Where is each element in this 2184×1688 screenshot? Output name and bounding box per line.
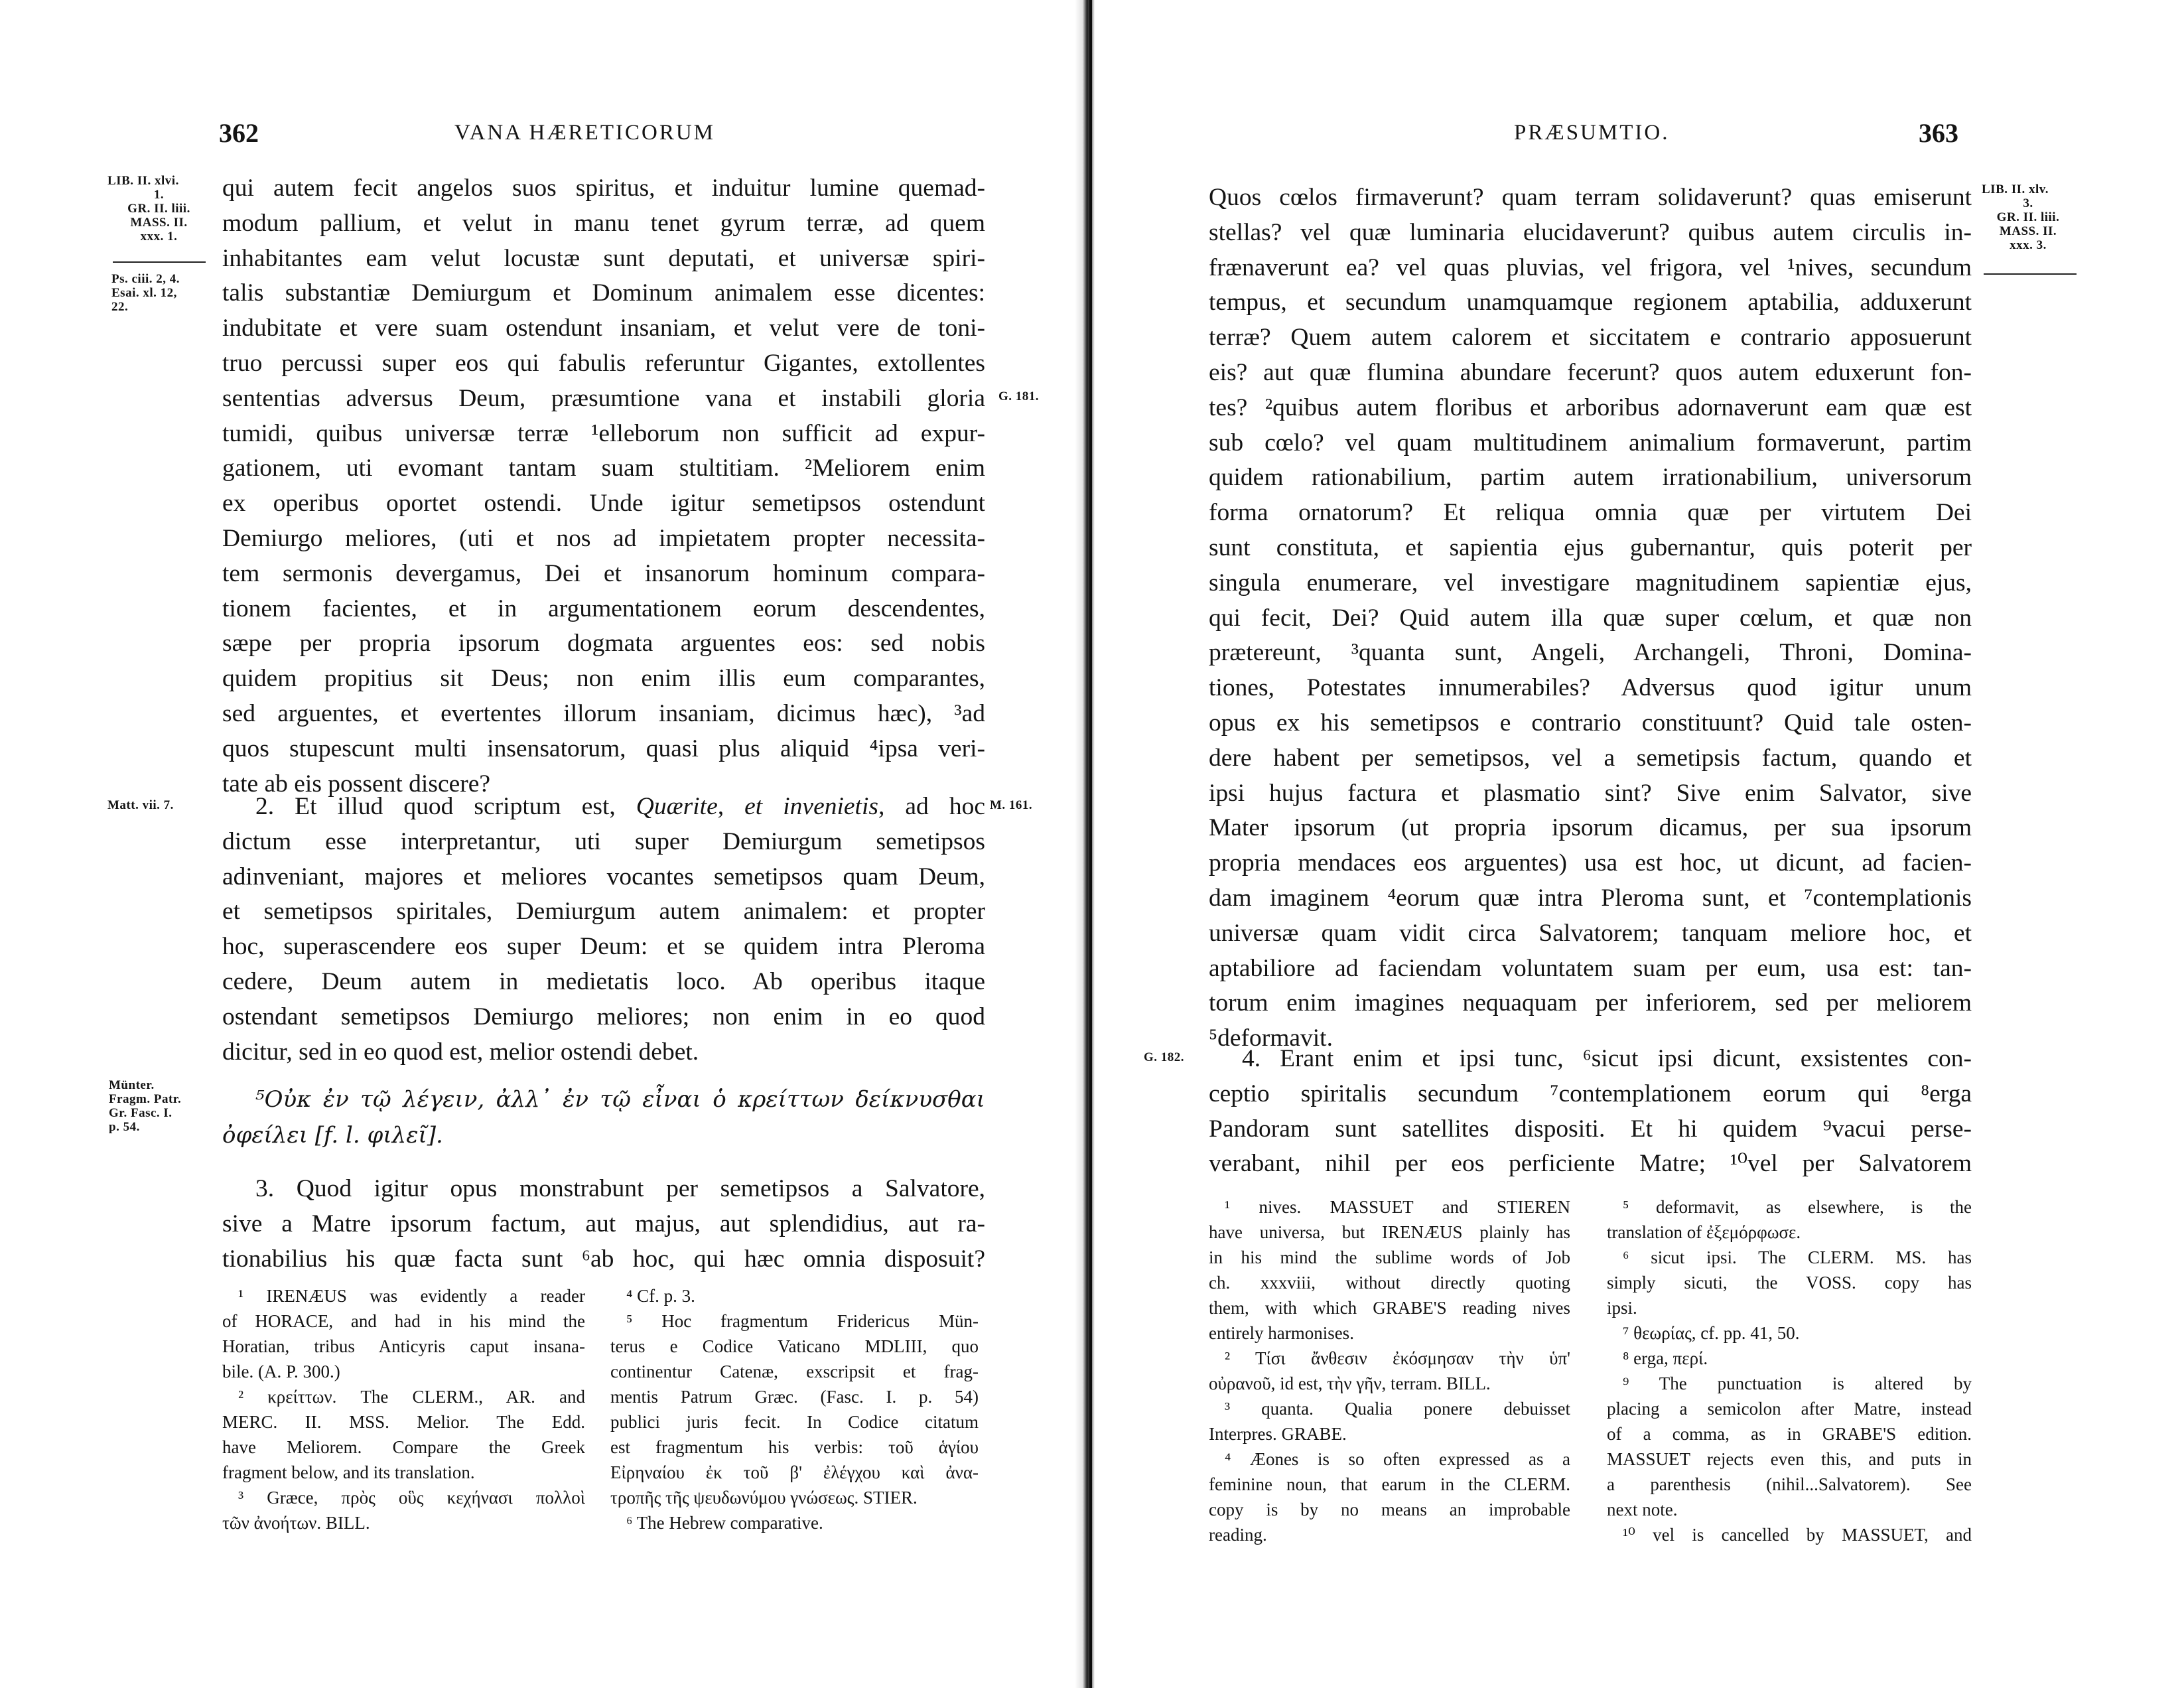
footnote-line: ³ Græce, πρὸς οὓς κεχήνασι πολλοὶ [238,1488,585,1508]
footnote-line: ¹ IRENÆUS was evidently a reader [238,1286,585,1306]
sidenote-line: xxx. 1. [140,230,178,244]
footnote-line: est fragmentum his verbis: τοῦ ἁγίου [610,1437,979,1457]
left-header [219,109,1045,156]
footnote-line: Εἰρηναίου ἐκ τοῦ β' ἐλέγχου καὶ ἀνα- [610,1462,979,1482]
text-line: dictum esse interpretantur, uti super Demiurgum semetipsos [222,827,985,855]
footnote-line: Horatian, tribus Anticyris caput insana- [222,1336,585,1356]
text-line: sub cœlo? vel quam multitudinem animalium formaverunt, partim [1209,429,1972,457]
sidenote-line: p. 54. [109,1120,140,1134]
text-line: aptabiliore ad faciendam voluntatem suam per eum, usa est: tan- [1209,954,1972,982]
sidenote-rule [113,261,206,263]
sidenote-line: 22. [111,300,129,314]
sidenote-line: MASS. II. [130,216,188,230]
text-line: sive a Matre ipsorum factum, aut majus, aut splendidius, aut ra- [222,1210,985,1237]
footnote-line: ⁶ sicut ipsi. The CLERM. MS. has [1623,1247,1972,1267]
footnote-line: MASSUET rejects even this, and puts in [1607,1449,1972,1469]
text-run: 2. Et illud quod scriptum est, [255,793,636,820]
footnote-line: ¹⁰ vel is cancelled by MASSUET, and [1623,1525,1972,1545]
text-line: Quos cœlos firmaverunt? quam terram solidaverunt? quas emiserunt [1209,184,1972,211]
text-line: 3. Quod igitur opus monstrabunt per semetipsos a Salvatore, [255,1175,985,1202]
footnote-line: Interpres. GRABE. [1209,1424,1347,1444]
footnote-line: a parenthesis (nihil...Salvatorem). See [1607,1474,1972,1494]
footnote-line: ⁵ deformavit, as elsewhere, is the [1623,1197,1972,1217]
right-page [1096,0,2184,1688]
footnote-line: fragment below, and its translation. [222,1462,475,1482]
footnote-line: them, with which GRABE'S reading nives [1209,1298,1570,1318]
footnote-line: ¹ nives. MASSUET and STIEREN [1225,1197,1570,1217]
greek-line: ⁵Οὐκ ἐν τῷ λέγειν, ἀλλ᾽ ἐν τῷ εἶναι ὁ κρείττων δείκνυσθαι [255,1086,985,1113]
footnote-line: continentur Catenæ, exscripsit et frag- [610,1362,979,1381]
text-line: stellas? vel quæ luminaria elucidaverunt? quibus autem circulis in- [1209,218,1972,246]
text-line: Mater ipsorum (ut propria ipsorum dicamus, per sua ipsorum [1209,814,1972,842]
sidenote-matthew-reference: Matt. vii. 7. [107,798,174,812]
text-line: tem sermonis devergamus, Dei et insanorum hominum compara- [222,559,985,587]
footnote-line: τῶν ἀνοήτων. BILL. [222,1513,370,1533]
text-line: quos stupescunt multi insensatorum, quasi plus aliquid ⁴ipsa veri- [222,735,985,762]
text-line: tate ab eis possent discere? [222,770,491,798]
footnote-line: in his mind the sublime words of Job [1209,1247,1570,1267]
text-line: cedere, Deum autem in medietatis loco. Ab operibus itaque [222,967,985,995]
text-line: talis substantiæ Demiurgum et Dominum animalem esse dicentes: [222,279,985,307]
text-line: opus ex his semetipsos e contrario constituunt? Quid tale osten- [1209,709,1972,737]
text-line: sunt constituta, et sapientia ejus gubernantur, quis poterit per [1209,533,1972,561]
text-line: tionem facientes, et in argumentationem eorum descendentes, [222,595,985,622]
sidenote-line: GR. II. liii. [1996,210,2060,224]
left-footnotes-column-2 [610,1283,979,1535]
sidenote-line: Ps. ciii. 2, 4. [111,272,180,286]
footnote-line: of a comma, as in GRABE'S edition. [1607,1424,1972,1444]
text-line: universæ quam vidit circa Salvatorem; tanquam meliore hoc, et [1209,919,1972,947]
text-line: ceptio spiritalis secundum ⁷contemplationem eorum qui ⁸erga [1209,1080,1972,1107]
sidenote-line: 1. [153,188,165,202]
footnote-line: mentis Patrum Græc. (Fasc. I. p. 54) [610,1387,979,1407]
text-line: quidem propitius sit Deus; non enim illis eum comparantes, [222,665,985,693]
sidenote-line: Fragm. Patr. [109,1092,182,1106]
text-line: ipsi hujus factura et plasmatio sint? Sive enim Salvator, sive [1209,779,1972,807]
footnote-line: ⁴ Æones is so often expressed as a [1225,1449,1570,1469]
sidenote-munter-reference [109,1078,208,1134]
text-line: adinveniant, majores et meliores vocantes semetipsos quam Deum, [222,863,985,890]
footnote-line: simply sicuti, the VOSS. copy has [1607,1273,1972,1293]
text-line: truo percussi super eos qui fabulis referuntur Gigantes, extollentes [222,349,985,377]
sidenote-line: xxx. 3. [2010,238,2047,252]
text-line: dere habent per semetipsos, vel a semetipsis factum, quando et [1209,744,1972,772]
footnote-line: οὐρανοῦ, id est, τὴν γῆν, terram. BILL. [1209,1373,1491,1393]
text-line: torum enim imagines nequaquam per inferiorem, sed per meliorem [1209,989,1972,1017]
left-paragraph-3 [222,1172,985,1277]
sidenote-book-reference [1982,182,2075,252]
footnote-line: bile. (A. P. 300.) [222,1362,340,1381]
text-line: gationem, uti evomant tantam suam stultitiam. ²Meliorem enim [222,455,985,482]
sidenote-line: Esai. xl. 12, [111,286,177,300]
sidenote-line: 3. [2023,196,2033,210]
text-line: tempus, et secundum unamquamque regionem aptabilia, adduxerunt [1209,289,1972,316]
footnote-line: terus e Codice Vaticano MDLIII, quo [610,1336,979,1356]
footnote-line: translation of ἐξεμόρφωσε. [1607,1222,1801,1242]
text-line: tumidi, quibus universæ terræ ¹elleborum non sufficit ad expur- [222,419,985,447]
sidenote-massuet-page-marker: M. 161. [990,798,1033,812]
text-line: sententias adversus Deum, præsumtione vana et instabili gloria [222,384,985,412]
running-head: PRÆSUMTIO. [1514,120,1670,145]
right-header [1514,109,2078,156]
right-paragraph-2 [1209,1042,1972,1182]
text-line: ⁵deformavit. [1209,1024,1333,1052]
footnote-line: ⁷ θεωρίας, cf. pp. 41, 50. [1623,1323,1800,1343]
left-page [0,0,1075,1688]
sidenote-line: GR. II. liii. [127,202,190,216]
footnote-line: entirely harmonises. [1209,1323,1354,1343]
footnote-line: ⁶ The Hebrew comparative. [626,1513,823,1533]
text-line: verabant, nihil per eos perficiente Matre; ¹⁰vel per Salvatorem [1209,1150,1972,1178]
footnote-line: ⁸ erga, περί. [1623,1348,1708,1368]
right-paragraph-1 [1209,180,1972,1056]
footnote-line: MERC. II. MSS. Melior. The Edd. [222,1412,585,1432]
greek-fragment [222,1082,985,1153]
text-line: 4. Erant enim et ipsi tunc, ⁶sicut ipsi dicunt, exsistentes con- [1242,1045,1972,1072]
text-line: eis? aut quæ flumina abundare fecerunt? quos autem eduxerunt fon- [1209,358,1972,386]
footnote-line: ⁵ Hoc fragmentum Fridericus Mün- [626,1311,979,1331]
footnote-line: next note. [1607,1500,1678,1519]
text-line: terræ? Quem autem calorem et siccitatem e contrario apposuerunt [1209,324,1972,352]
footnote-line: reading. [1209,1525,1267,1545]
left-footnotes-column-1 [222,1283,585,1535]
sidenote-line: LIB. II. xlv. [1982,182,2049,196]
text-line: tionabilius his quæ facta sunt ⁶ab hoc, qui hæc omnia disposuit? [222,1245,985,1273]
footnote-line: τροπῆς τῆς ψευδωνύμου γνώσεως. STIER. [610,1488,918,1508]
sidenote-book-reference [107,174,210,244]
text-line: ex operibus oportet ostendi. Unde igitur semetipsos ostendunt [222,490,985,518]
footnote-line: copy is by no means an improbable [1209,1500,1570,1519]
text-line: sæpe per propria ipsorum dogmata arguentes eos: sed nobis [222,630,985,658]
text-line: dam imaginem ⁴eorum quæ intra Pleroma sunt, et ⁷contemplationis [1209,884,1972,912]
footnote-line: ³ quanta. Qualia ponere debuisset [1225,1399,1570,1419]
book-spine-line [1089,0,1092,1688]
page-number: 362 [219,117,259,148]
footnote-line: feminine noun, that earum in the CLERM. [1209,1474,1570,1494]
right-footnotes-column-1 [1209,1194,1570,1547]
footnote-line: ² κρείττων. The CLERM., AR. and [238,1387,585,1407]
text-line: et semetipsos spiritales, Demiurgum autem animalem: et propter [222,898,985,926]
text-line: sed arguentes, et evertentes illorum insaniam, dicimus hæc), ³ad [222,699,985,727]
text-line: prætereunt, ³quanta sunt, Angeli, Archangeli, Throni, Domina- [1209,639,1972,667]
sidenote-grabe-page-marker: G. 181. [998,389,1040,403]
footnote-line: have universa, but IRENÆUS plainly has [1209,1222,1570,1242]
footnote-line: ⁴ Cf. p. 3. [626,1286,695,1306]
text-line: qui fecit, Dei? Quid autem illa quæ super cœlum, et quæ non [1209,604,1972,632]
sidenote-line: MASS. II. [1999,224,2057,238]
right-footnotes-column-2 [1607,1194,1972,1547]
text-line: dicitur, sed in eo quod est, melior ostendi debet. [222,1038,699,1066]
greek-line: ὀφείλει [f. l. φιλεῖ]. [222,1122,443,1149]
text-line: forma ornatorum? Et reliqua omnia quæ per virtutem Dei [1209,499,1972,527]
sidenote-rule [1984,273,2077,275]
sidenote-line: Gr. Fasc. I. [109,1106,172,1120]
text-line: qui autem fecit angelos suos spiritus, et induitur lumine quemad- [222,175,985,202]
sidenote-line: Münter. [109,1078,155,1092]
sidenote-scripture-reference [111,272,211,314]
footnote-line: have Meliorem. Compare the Greek [222,1437,585,1457]
text-line: Pandoram sunt satellites dispositi. Et hi quidem ⁹vacui perse- [1209,1115,1972,1143]
text-line [222,790,985,825]
text-line: frænaverunt ea? vel quas pluvias, vel frigora, vel ¹nives, secundum [1209,253,1972,281]
footnote-line: placing a semicolon after Matre, instead [1607,1399,1972,1419]
text-line: Demiurgo meliores, (uti et nos ad impietatem propter necessita- [222,524,985,552]
footnote-line: ⁹ The punctuation is altered by [1623,1373,1972,1393]
footnote-line: ipsi. [1607,1298,1637,1318]
sidenote-line: LIB. II. xlvi. [107,174,179,188]
text-line: propria mendaces eos arguentes) usa est hoc, ut dicunt, ad facien- [1209,849,1972,877]
footnote-line: ² Τίσι ἄνθεσιν ἐκόσμησαν τὴν ὑπ' [1225,1348,1570,1368]
text-line: indubitate et vere suam ostendunt insaniam, et velut vere de toni- [222,315,985,342]
left-paragraph-2 [222,790,985,1070]
page-number: 363 [1919,117,1958,148]
text-line: singula enumerare, vel investigare magnitudinem sapientiæ ejus, [1209,569,1972,597]
text-line: hoc, superascendere eos super Deum: et se quidem intra Pleroma [222,933,985,961]
text-line: tiones, Potestates innumerabiles? Adversus quod igitur unum [1209,674,1972,702]
sidenote-grabe-page-marker: G. 182. [1144,1050,1185,1064]
text-line: inhabitantes eam velut locustæ sunt deputati, et universæ spiri- [222,244,985,272]
footnote-line: ch. xxxviii, without directly quoting [1209,1273,1570,1293]
footnote-line: publici juris fecit. In Codice citatum [610,1412,979,1432]
footnote-line: of HORACE, and had in his mind the [222,1311,585,1331]
left-paragraph-1 [222,171,985,802]
text-line: ostendant semetipsos Demiurgo meliores; non enim in eo quod [222,1003,985,1030]
text-line: quidem rationabilium, partim autem irrationabilium, universorum [1209,464,1972,492]
text-line: tes? ²quibus autem floribus et arboribus adornaverunt eam quæ est [1209,393,1972,421]
scripture-quote: Quærite, et invenietis, [636,793,885,820]
text-run: ad hoc [884,793,985,820]
running-head: VANA HÆRETICORUM [454,120,716,145]
text-line: modum pallium, et velut in manu tenet gyrum terræ, ad quem [222,209,985,237]
